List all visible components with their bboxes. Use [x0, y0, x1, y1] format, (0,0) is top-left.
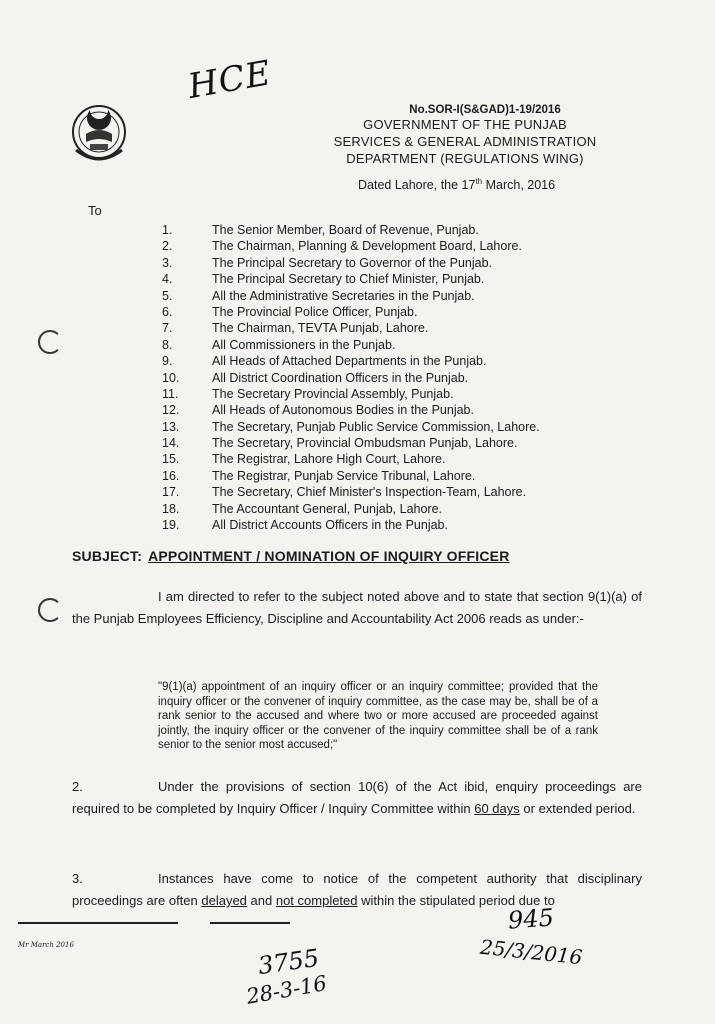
- reference-number: No.SOR-I(S&GAD)1-19/2016: [409, 104, 561, 116]
- to-label: To: [88, 203, 102, 218]
- recipient-number: 12.: [162, 403, 180, 418]
- punch-hole-mark: [38, 598, 62, 622]
- recipient-number: 9.: [162, 354, 173, 369]
- recipient-text: The Secretary, Punjab Public Service Commission, Lahore.: [212, 419, 540, 434]
- act-quotation: "9(1)(a) appointment of an inquiry officer or an inquiry committee; provided that the inquiry officer or the convener of inquiry committee, as the case may be, shall be of a rank senior to the accused and where two or more accused are proceeded against jointly, the inquiry officer or the convener of the inquiry committee shall be of a rank senior to the senior most accused;": [158, 681, 598, 752]
- recipient-item: [162, 402, 622, 418]
- recipient-text: All the Administrative Secretaries in the Punjab.: [212, 288, 475, 303]
- header-line: GOVERNMENT OF THE PUNJAB: [363, 117, 567, 132]
- recipient-item: [162, 451, 622, 467]
- punch-hole-mark: [38, 330, 62, 354]
- recipient-number: 19.: [162, 518, 180, 533]
- recipient-text: The Accountant General, Punjab, Lahore.: [212, 501, 443, 516]
- recipient-number: 4.: [162, 272, 173, 287]
- header-line: DEPARTMENT (REGULATIONS WING): [346, 151, 584, 166]
- recipient-text: All Heads of Attached Departments in the Punjab.: [212, 354, 487, 369]
- recipient-text: All District Coordination Officers in the Punjab.: [212, 370, 469, 385]
- subject-line: [72, 548, 510, 564]
- divider: [210, 922, 290, 924]
- recipient-number: 3.: [162, 255, 173, 270]
- recipient-text: The Registrar, Lahore High Court, Lahore.: [212, 452, 446, 467]
- header-line: SERVICES & GENERAL ADMINISTRATION: [333, 134, 597, 149]
- recipient-item: [162, 222, 622, 238]
- subject-value: APPOINTMENT / NOMINATION OF INQUIRY OFFICER: [148, 548, 510, 564]
- recipient-item: [162, 238, 622, 254]
- recipient-number: 17.: [162, 485, 180, 500]
- recipient-item: [162, 288, 622, 304]
- recipient-item: [162, 501, 622, 517]
- recipient-number: 10.: [162, 370, 180, 385]
- recipient-item: [162, 386, 622, 402]
- divider: [18, 922, 178, 924]
- recipient-number: 14.: [162, 436, 180, 451]
- recipient-item: [162, 435, 622, 451]
- recipient-text: The Senior Member, Board of Revenue, Punjab.: [212, 223, 479, 237]
- handwritten-stamp-date: 25/3/2016: [479, 934, 584, 970]
- recipient-text: The Secretary Provincial Assembly, Punjab.: [212, 386, 454, 401]
- recipient-number: 7.: [162, 321, 173, 336]
- recipient-number: 1.: [162, 223, 173, 237]
- recipient-item: [162, 484, 622, 500]
- recipient-item: [162, 320, 622, 336]
- handwritten-note: HCE: [185, 53, 275, 107]
- recipient-text: All Heads of Autonomous Bodies in the Punjab.: [212, 403, 474, 418]
- handwritten-diary-date: 28-3-16: [244, 971, 329, 1009]
- handwritten-stamp-number: 945: [507, 903, 555, 935]
- recipient-text: The Principal Secretary to Chief Minister, Punjab.: [212, 272, 485, 287]
- recipient-number: 18.: [162, 501, 180, 516]
- recipient-number: 2.: [162, 239, 173, 254]
- recipient-text: The Principal Secretary to Governor of the Punjab.: [212, 255, 493, 270]
- recipient-item: [162, 419, 622, 435]
- recipient-number: 6.: [162, 304, 173, 319]
- recipient-item: [162, 468, 622, 484]
- recipient-number: 11.: [162, 386, 179, 401]
- handwritten-diary-number: 3755: [256, 943, 321, 981]
- paragraph-1: I am directed to refer to the subject noted above and to state that section 9(1)(a) of the Punjab Employees Efficiency, Discipline and Accountability Act 2006 reads as under:-: [72, 589, 642, 626]
- punjab-government-logo: [68, 92, 130, 166]
- recipient-text: The Secretary, Provincial Ombudsman Punjab, Lahore.: [212, 436, 518, 451]
- recipient-item: [162, 271, 622, 287]
- footer-note: Mr March 2016: [18, 941, 74, 949]
- recipient-number: 13.: [162, 419, 180, 434]
- recipient-number: 5.: [162, 288, 173, 303]
- recipient-text: The Registrar, Punjab Service Tribunal, Lahore.: [212, 468, 476, 483]
- recipient-text: The Secretary, Chief Minister's Inspection-Team, Lahore.: [212, 485, 527, 500]
- recipient-number: 8.: [162, 337, 173, 352]
- recipient-item: [162, 370, 622, 386]
- paragraph-2: 2. Under the provisions of section 10(6) of the Act ibid, enquiry proceedings are required to be completed by Inquiry Officer / Inquiry Committee within 60 days or extended period.: [72, 779, 642, 816]
- subject-label: SUBJECT:: [72, 548, 143, 564]
- recipient-item: [162, 353, 622, 369]
- recipient-item: [162, 517, 622, 533]
- recipient-text: All District Accounts Officers in the Punjab.: [212, 518, 448, 533]
- recipient-text: The Chairman, Planning & Development Board, Lahore.: [212, 239, 522, 254]
- letter-header: [300, 104, 630, 167]
- recipient-item: [162, 337, 622, 353]
- recipient-item: [162, 255, 622, 271]
- recipient-item: [162, 304, 622, 320]
- letter-date: Dated Lahore, the 17th March, 2016: [358, 177, 556, 193]
- recipient-text: The Provincial Police Officer, Punjab.: [212, 304, 418, 319]
- recipient-list: [162, 222, 622, 533]
- recipient-number: 16.: [162, 468, 180, 483]
- recipient-text: The Chairman, TEVTA Punjab, Lahore.: [212, 321, 429, 336]
- paragraph-3: 3. Instances have come to notice of the competent authority that disciplinary proceedings are often delayed and not completed within the stipulated period due to: [72, 871, 642, 908]
- recipient-text: All Commissioners in the Punjab.: [212, 337, 396, 352]
- recipient-number: 15.: [162, 452, 180, 467]
